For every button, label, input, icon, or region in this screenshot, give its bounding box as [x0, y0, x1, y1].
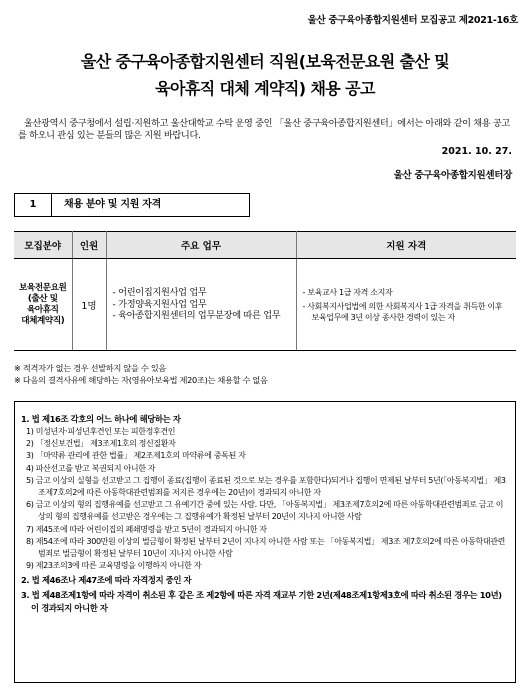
- list-item: 3) 「마약류 관리에 관한 법률」 제2조제1호의 마약류에 중독된 자: [26, 451, 246, 461]
- header-duties: 주요 업무: [106, 232, 296, 259]
- disqualify-heading-2: 2. 법 제46조나 제47조에 따라 자격정지 중인 자: [21, 575, 192, 586]
- note-item: ※ 다음의 결격사유에 해당하는 자(영유아보육법 제20조)는 채용할 수 없음: [14, 375, 268, 385]
- section-title: 채용 분야 및 지원 자격: [52, 193, 250, 217]
- notes: [14, 362, 516, 386]
- table-row: [14, 259, 516, 351]
- intro-paragraph: 울산광역시 중구청에서 설립·지원하고 울산대학교 수탁 운영 중인 「울산 중구육아종합지원센터」에서는 아래와 같이 채용 공고를 하오니 관심 있는 분들의 많은 지원 바랍니다.: [18, 118, 510, 141]
- duty-item: - 어린이집지원사업 업무: [113, 287, 296, 299]
- organization-signature: 울산 중구육아종합지원센터장: [393, 170, 512, 181]
- list-item: 2) 「정신보건법」 제3조제1호의 정신질환자: [26, 439, 176, 449]
- page-title: [0, 48, 530, 102]
- list-item: 6) 금고 이상의 형의 집행유예를 선고받고 그 유예기간 중에 있는 사람. 다만, 「아동복지법」 제3조제7호의2에 따른 아동학대관련범죄로 금고 이상의 형의 집행유예를 선고받은 경우에는 그 집행유예가 확정된 날부터 20년이 지나지 아니한 사람: [26, 500, 504, 522]
- duty-item: - 가정양육지원사업 업무: [113, 299, 296, 311]
- header-field: 모집분야: [14, 232, 72, 259]
- cell-count: 1명: [72, 259, 106, 351]
- list-item: 5) 금고 이상의 실형을 선고받고 그 집행이 종료(집행이 종료된 것으로 보는 경우를 포함한다)되거나 집행이 면제된 날부터 5년(「아동복지법」 제3조제7호의2에 따른 아동학대관련범죄를 저지른 경우에는 20년)이 경과되지 아니한 자: [26, 475, 506, 498]
- disqualify-heading-3: 3. 법 제48조제1항에 따라 자격이 취소된 후 같은 조 제2항에 따른 자격 재교부 기한 2년(제48조제1항제3호에 따라 취소된 경우는 10년)이 경과되지 아니한 자: [21, 590, 502, 613]
- title-line-1: 울산 중구육아종합지원센터 직원(보육전문요원 출산 및: [80, 52, 450, 71]
- cell-duties: [106, 259, 296, 351]
- qualification-item: - 보육교사 1급 자격 소지자: [303, 287, 509, 298]
- section-heading: [14, 193, 250, 217]
- disqualify-heading-1: 1. 법 제16조 각호의 어느 하나에 해당하는 자: [21, 414, 181, 424]
- header-count: 인원: [72, 232, 106, 259]
- cell-field: 보육전문요원 (출산 및 육아휴직 대체계약직): [14, 259, 72, 351]
- list-item: 8) 제54조에 따라 300만원 이상의 벌금형이 확정된 날부터 2년이 지나지 아니한 사람 또는 「아동복지법」 제3조 제7호의2에 따른 아동학대관련범죄로 벌금형이 확정된 날부터 10년이 지나지 아니한 사람: [26, 536, 506, 559]
- disqualification-box: [14, 401, 516, 683]
- qualification-item: - 사회복지사업법에 의한 사회복지사 1급 자격을 취득한 이후 보육업무에 3년 이상 종사한 경력이 있는 자: [303, 301, 509, 323]
- cell-qualifications: [296, 259, 516, 351]
- list-item: 4) 파산선고를 받고 복권되지 아니한 자: [26, 463, 156, 473]
- notice-date: 2021. 10. 27.: [441, 146, 512, 157]
- recruitment-table: [14, 231, 516, 351]
- notice-number: 울산 중구육아종합지원센터 모집공고 제2021-16호: [307, 15, 518, 26]
- note-item: ※ 적격자가 없는 경우 선발하지 않을 수 있음: [14, 363, 167, 373]
- list-item: 1) 미성년자·피성년후견인 또는 피한정후견인: [26, 427, 176, 436]
- disqualify-list: [21, 426, 509, 572]
- section-number: 1: [14, 193, 52, 217]
- list-item: 9) 제23조의3에 따른 교육명령을 이행하지 아니한 자: [26, 561, 202, 571]
- header-qualifications: 지원 자격: [296, 232, 516, 259]
- list-item: 7) 제45조에 따라 어린이집의 폐쇄명령을 받고 5년이 경과되지 아니한 자: [26, 524, 267, 534]
- duty-item: - 육아종합지원센터의 업무분장에 따른 업무: [113, 310, 296, 322]
- table-header-row: [14, 232, 516, 259]
- title-line-2: 육아휴직 대체 계약직) 채용 공고: [155, 79, 375, 98]
